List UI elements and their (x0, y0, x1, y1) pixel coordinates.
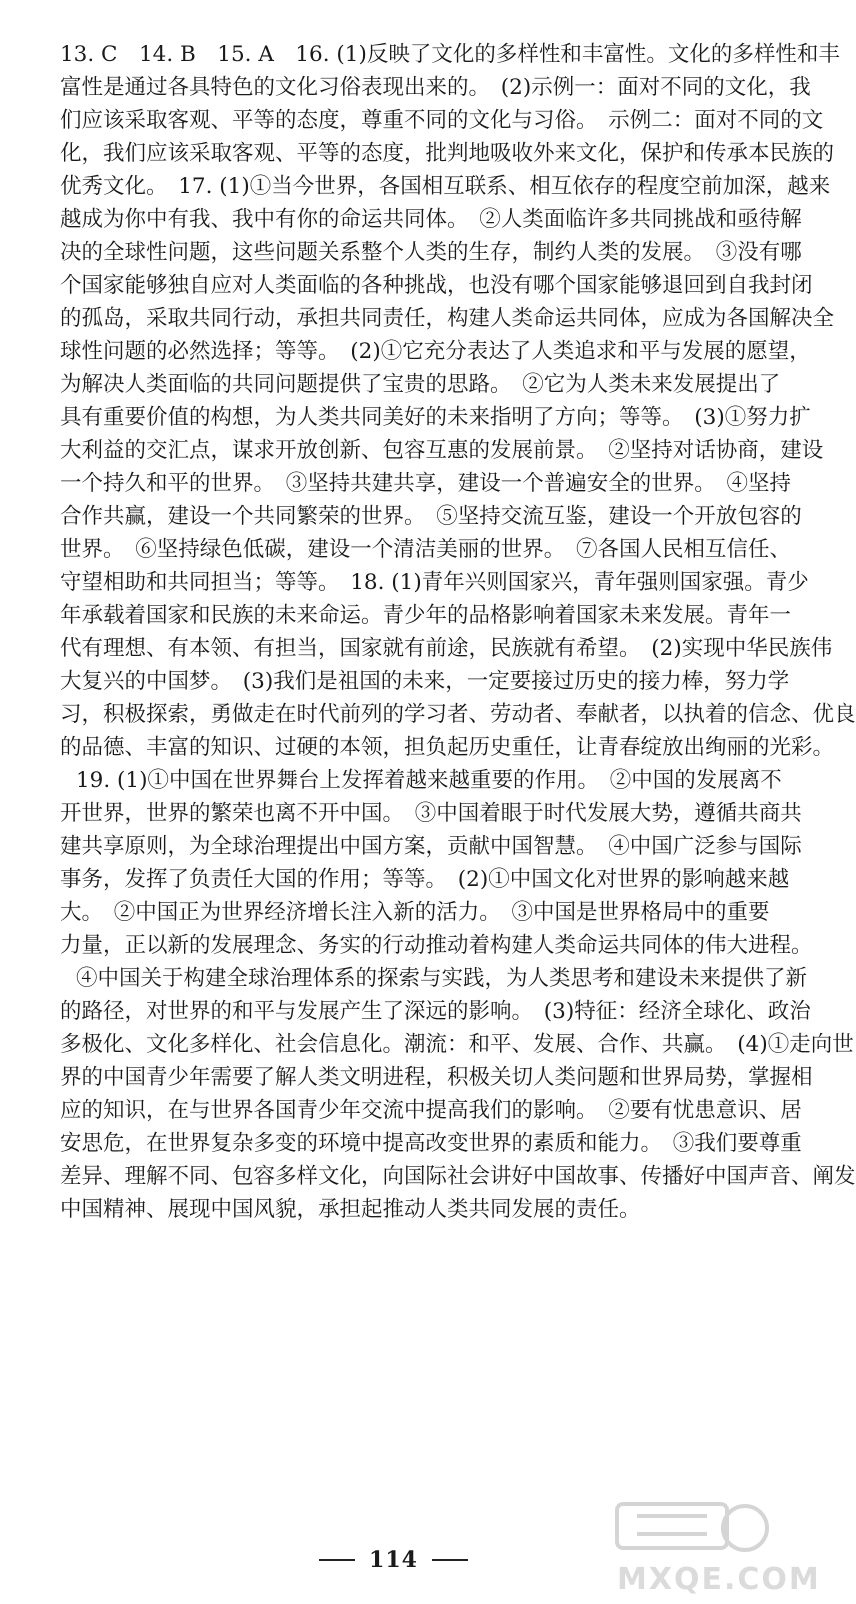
text-line: 的孤岛，采取共同行动，承担共同责任，构建人类命运共同体，应成为各国解决全 (60, 306, 835, 331)
text-line: 大利益的交汇点，谋求开放创新、包容互惠的发展前景。 ②坚持对话协商，建设 (60, 438, 824, 463)
text-line: 大。 ②中国正为世界经济增长注入新的活力。 ③中国是世界格局中的重要 (60, 900, 770, 925)
watermark-text: MXQE.COM (617, 1562, 821, 1597)
text-line: 合作共赢，建设一个共同繁荣的世界。 ⑤坚持交流互鉴，建设一个开放包容的 (60, 504, 802, 529)
text-line: 的品德、丰富的知识、过硬的本领，担负起历史重任，让青春绽放出绚丽的光彩。 (60, 735, 835, 760)
text-line: 化，我们应该采取客观、平等的态度，批判地吸收外来文化，保护和传承本民族的 (60, 141, 835, 166)
text-line: 们应该采取客观、平等的态度，尊重不同的文化与习俗。 示例二：面对不同的文 (60, 108, 824, 133)
footer-dash-left (319, 1559, 355, 1561)
text-line: 界的中国青少年需要了解人类文明进程，积极关切人类问题和世界局势，掌握相 (60, 1065, 813, 1090)
text-line: 决的全球性问题，这些问题关系整个人类的生存，制约人类的发展。 ③没有哪 (60, 240, 802, 265)
text-line: 差异、理解不同、包容多样文化，向国际社会讲好中国故事、传播好中国声音、阐发 (60, 1164, 856, 1189)
text-line: 13. C 14. B 15. A 16. (1)反映了文化的多样性和丰富性。文化的多样性和丰 (60, 42, 840, 67)
text-line: 个国家能够独自应对人类面临的各种挑战，也没有哪个国家能够退回到自我封闭 (60, 273, 813, 298)
text-line: 开世界，世界的繁荣也离不开中国。 ③中国着眼于时代发展大势，遵循共商共 (60, 801, 802, 826)
footer-dash-right (432, 1559, 468, 1561)
text-line: 世界。 ⑥坚持绿色低碳，建设一个清洁美丽的世界。 ⑦各国人民相互信任、 (60, 537, 792, 562)
text-line: 的路径，对世界的和平与发展产生了深远的影响。 (3)特征：经济全球化、政治 (60, 999, 811, 1024)
text-line: 多极化、文化多样化、社会信息化。潮流：和平、发展、合作、共赢。 (4)①走向世 (60, 1032, 854, 1057)
text-line: 代有理想、有本领、有担当，国家就有前途，民族就有希望。 (2)实现中华民族伟 (60, 636, 833, 661)
text-line: 守望相助和共同担当；等等。 18. (1)青年兴则国家兴，青年强则国家强。青少 (60, 570, 809, 595)
text-line: 具有重要价值的构想，为人类共同美好的未来指明了方向；等等。 (3)①努力扩 (60, 405, 811, 430)
text-line: 19. (1)①中国在世界舞台上发挥着越来越重要的作用。 ②中国的发展离不 (76, 768, 782, 793)
text-line: 越成为你中有我、我中有你的命运共同体。 ②人类面临许多共同挑战和亟待解 (60, 207, 802, 232)
text-line: 为解决人类面临的共同问题提供了宝贵的思路。 ②它为人类未来发展提出了 (60, 372, 781, 397)
text-line: 应的知识，在与世界各国青少年交流中提高我们的影响。 ②要有忧患意识、居 (60, 1098, 802, 1123)
text-line: 大复兴的中国梦。 (3)我们是祖国的未来，一定要接过历史的接力棒，努力学 (60, 669, 790, 694)
text-line: 中国精神、展现中国风貌，承担起推动人类共同发展的责任。 (60, 1197, 641, 1222)
text-line: 安思危，在世界复杂多变的环境中提高改变世界的素质和能力。 ③我们要尊重 (60, 1131, 802, 1156)
text-line: 习，积极探索，勇做走在时代前列的学习者、劳动者、奉献者，以执着的信念、优良 (60, 702, 856, 727)
text-line: 富性是通过各具特色的文化习俗表现出来的。 (2)示例一：面对不同的文化，我 (60, 75, 811, 100)
watermark (577, 1490, 821, 1600)
text-line: 事务，发挥了负责任大国的作用；等等。 (2)①中国文化对世界的影响越来越 (60, 867, 790, 892)
text-line: 一个持久和平的世界。 ③坚持共建共享，建设一个普遍安全的世界。 ④坚持 (60, 471, 792, 496)
text-line: 年承载着国家和民族的未来命运。青少年的品格影响着国家未来发展。青年一 (60, 603, 792, 628)
text-line: 力量，正以新的发展理念、务实的行动推动着构建人类命运共同体的伟大进程。 (60, 933, 813, 958)
text-line: 球性问题的必然选择；等等。 (2)①它充分表达了人类追求和平与发展的愿望， (60, 339, 811, 364)
page-number: 114 (369, 1547, 418, 1573)
text-line: ④中国关于构建全球治理体系的探索与实践，为人类思考和建设未来提供了新 (76, 966, 808, 991)
text-line: 优秀文化。 17. (1)①当今世界，各国相互联系、相互依存的程度空前加深，越来 (60, 174, 831, 199)
text-line: 建共享原则，为全球治理提出中国方案，贡献中国智慧。 ④中国广泛参与国际 (60, 834, 802, 859)
